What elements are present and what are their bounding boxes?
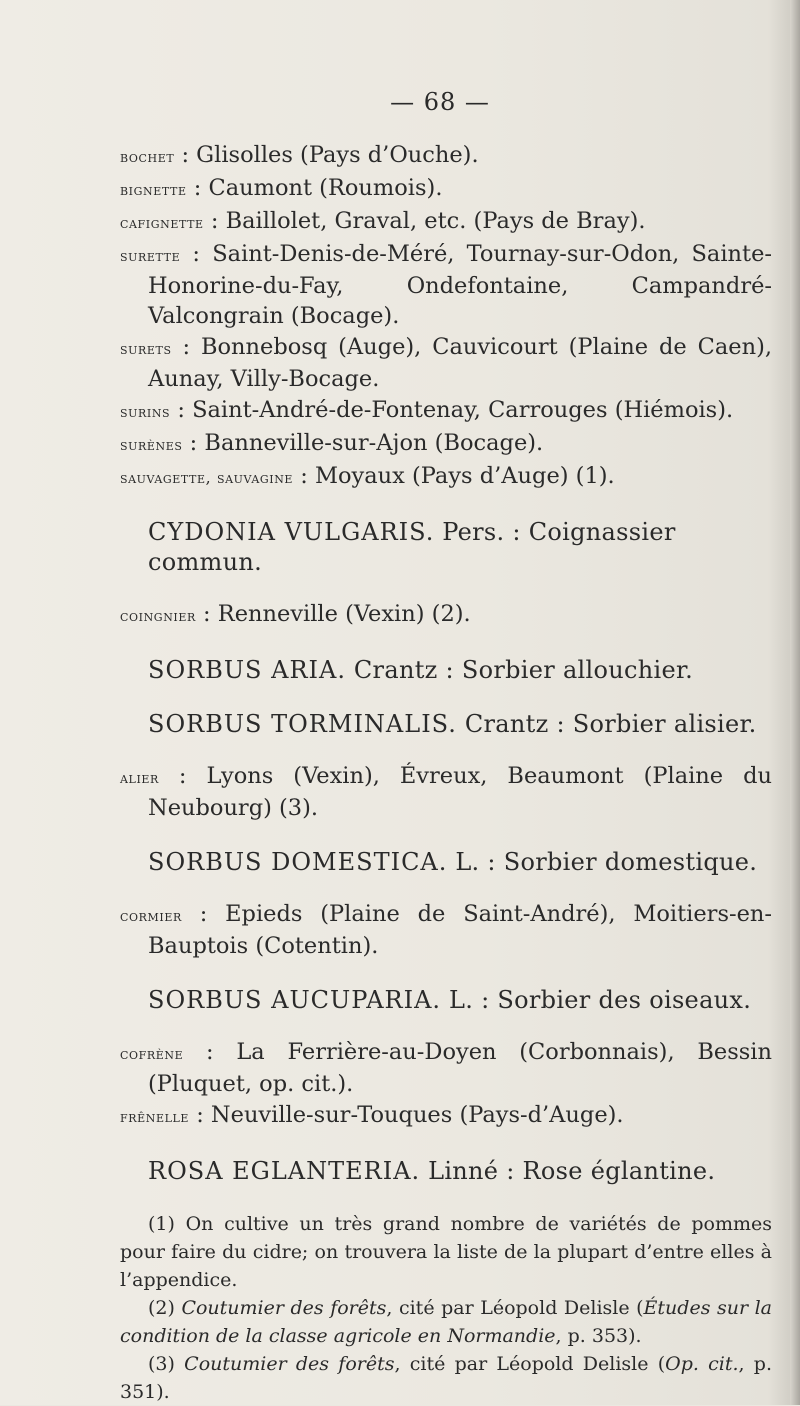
footnote-text: (3): [148, 1353, 185, 1375]
footnote: [120, 1294, 772, 1350]
species-common-name: Pers. : Coignassier commun.: [148, 518, 676, 576]
species-latin-name: SORBUS DOMESTICA.: [148, 848, 448, 876]
species-heading: [148, 709, 772, 739]
dialect-entry: [120, 428, 772, 460]
footnote-title: Coutumier des forêts: [184, 1353, 395, 1375]
page-number: — 68 —: [390, 88, 490, 116]
dialect-entry: [120, 899, 772, 961]
dialect-term: sauvagette, sauvagine: [120, 468, 294, 487]
dialect-localities: : Moyaux (Pays d’Auge) (1).: [300, 463, 615, 489]
dialect-term: cofrène: [120, 1044, 184, 1063]
dialect-entry: [120, 1100, 772, 1132]
dialect-term: frênelle: [120, 1107, 190, 1126]
species-heading: [148, 655, 772, 685]
species-heading: [148, 985, 772, 1015]
dialect-entry: [120, 239, 772, 331]
footnote-title: Coutumier des forêts: [181, 1297, 387, 1319]
species-latin-name: SORBUS ARIA.: [148, 656, 346, 684]
footnote-text: (1) On cultive un très grand nombre de variétés de pommes pour faire du cidre; on trouvera la liste de la plupart d’entre elles à l’appendice.: [120, 1213, 772, 1291]
page-edge: [790, 0, 800, 1405]
dialect-entry: [120, 461, 772, 493]
dialect-localities: : Baillolet, Graval, etc. (Pays de Bray).: [210, 208, 646, 234]
footnote-title: Op. cit.: [665, 1353, 739, 1375]
dialect-term: surènes: [120, 435, 183, 454]
species-heading: [148, 1156, 772, 1186]
dialect-localities: : Neuville-sur-Touques (Pays-d’Auge).: [196, 1102, 624, 1128]
species-latin-name: SORBUS TORMINALIS.: [148, 710, 457, 738]
species-common-name: Crantz : Sorbier alisier.: [456, 710, 757, 738]
species-heading: [148, 847, 772, 877]
footnote-text: , p. 353).: [555, 1325, 642, 1347]
dialect-term: bignette: [120, 180, 187, 199]
species-heading: [148, 517, 772, 577]
dialect-localities: : Saint-Denis-de-Méré, Tournay-sur-Odon, Sainte-Honorine-du-Fay, Ondefontaine, Campandré-Valcongrain (Bocage).: [148, 241, 772, 329]
dialect-localities: : Bonnebosq (Auge), Cauvicourt (Plaine de Caen), Aunay, Villy-Bocage.: [148, 334, 773, 392]
species-latin-name: CYDONIA VULGARIS.: [148, 518, 435, 546]
dialect-entry: [120, 761, 772, 823]
dialect-localities: : Glisolles (Pays d’Ouche).: [181, 142, 479, 168]
dialect-term: surins: [120, 402, 171, 421]
footnote-text: (2): [148, 1297, 182, 1319]
species-latin-name: SORBUS AUCUPARIA.: [148, 986, 442, 1014]
dialect-term: cormier: [120, 906, 182, 925]
dialect-term: cafignette: [120, 213, 204, 232]
dialect-entry: [120, 599, 772, 631]
footnote-text: , cité par Léopold Delisle (: [394, 1353, 666, 1375]
footnote: [120, 1210, 772, 1294]
species-common-name: L. : Sorbier domestique.: [447, 848, 758, 876]
species-common-name: Crantz : Sorbier allouchier.: [345, 656, 694, 684]
footnote-title: Études sur la condition de la classe agricole en Normandie: [120, 1297, 772, 1347]
dialect-localities: : Renneville (Vexin) (2).: [203, 601, 471, 627]
dialect-entry: [120, 173, 772, 205]
dialect-entry: [120, 140, 772, 172]
footnote: [120, 1350, 772, 1406]
page-text: [120, 140, 772, 1406]
dialect-term: coingnier: [120, 606, 196, 625]
dialect-localities: : La Ferrière-au-Doyen (Corbonnais), Bessin (Pluquet, op. cit.).: [148, 1039, 772, 1097]
footnotes: [120, 1210, 772, 1406]
dialect-term: alier: [120, 768, 159, 787]
dialect-entry: [120, 206, 772, 238]
species-common-name: Linné : Rose églantine.: [420, 1157, 716, 1185]
dialect-localities: : Banneville-sur-Ajon (Bocage).: [189, 430, 544, 456]
dialect-localities: : Saint-André-de-Fontenay, Carrouges (Hiémois).: [177, 397, 734, 423]
species-latin-name: ROSA EGLANTERIA.: [148, 1157, 421, 1185]
footnote-text: , cité par Léopold Delisle (: [386, 1297, 644, 1319]
dialect-term: surets: [120, 339, 172, 358]
dialect-entry: [120, 1037, 772, 1099]
dialect-localities: : Caumont (Roumois).: [193, 175, 443, 201]
dialect-localities: : Epieds (Plaine de Saint-André), Moitiers-en-Bauptois (Cotentin).: [148, 901, 772, 959]
species-common-name: L. : Sorbier des oiseaux.: [441, 986, 752, 1014]
dialect-entry: [120, 395, 772, 427]
dialect-entry: [120, 332, 772, 394]
dialect-term: bochet: [120, 147, 175, 166]
footnote-text: , p. 351).: [120, 1353, 773, 1403]
dialect-localities: : Lyons (Vexin), Évreux, Beaumont (Plaine du Neubourg) (3).: [148, 763, 772, 821]
dialect-term: surette: [120, 246, 181, 265]
